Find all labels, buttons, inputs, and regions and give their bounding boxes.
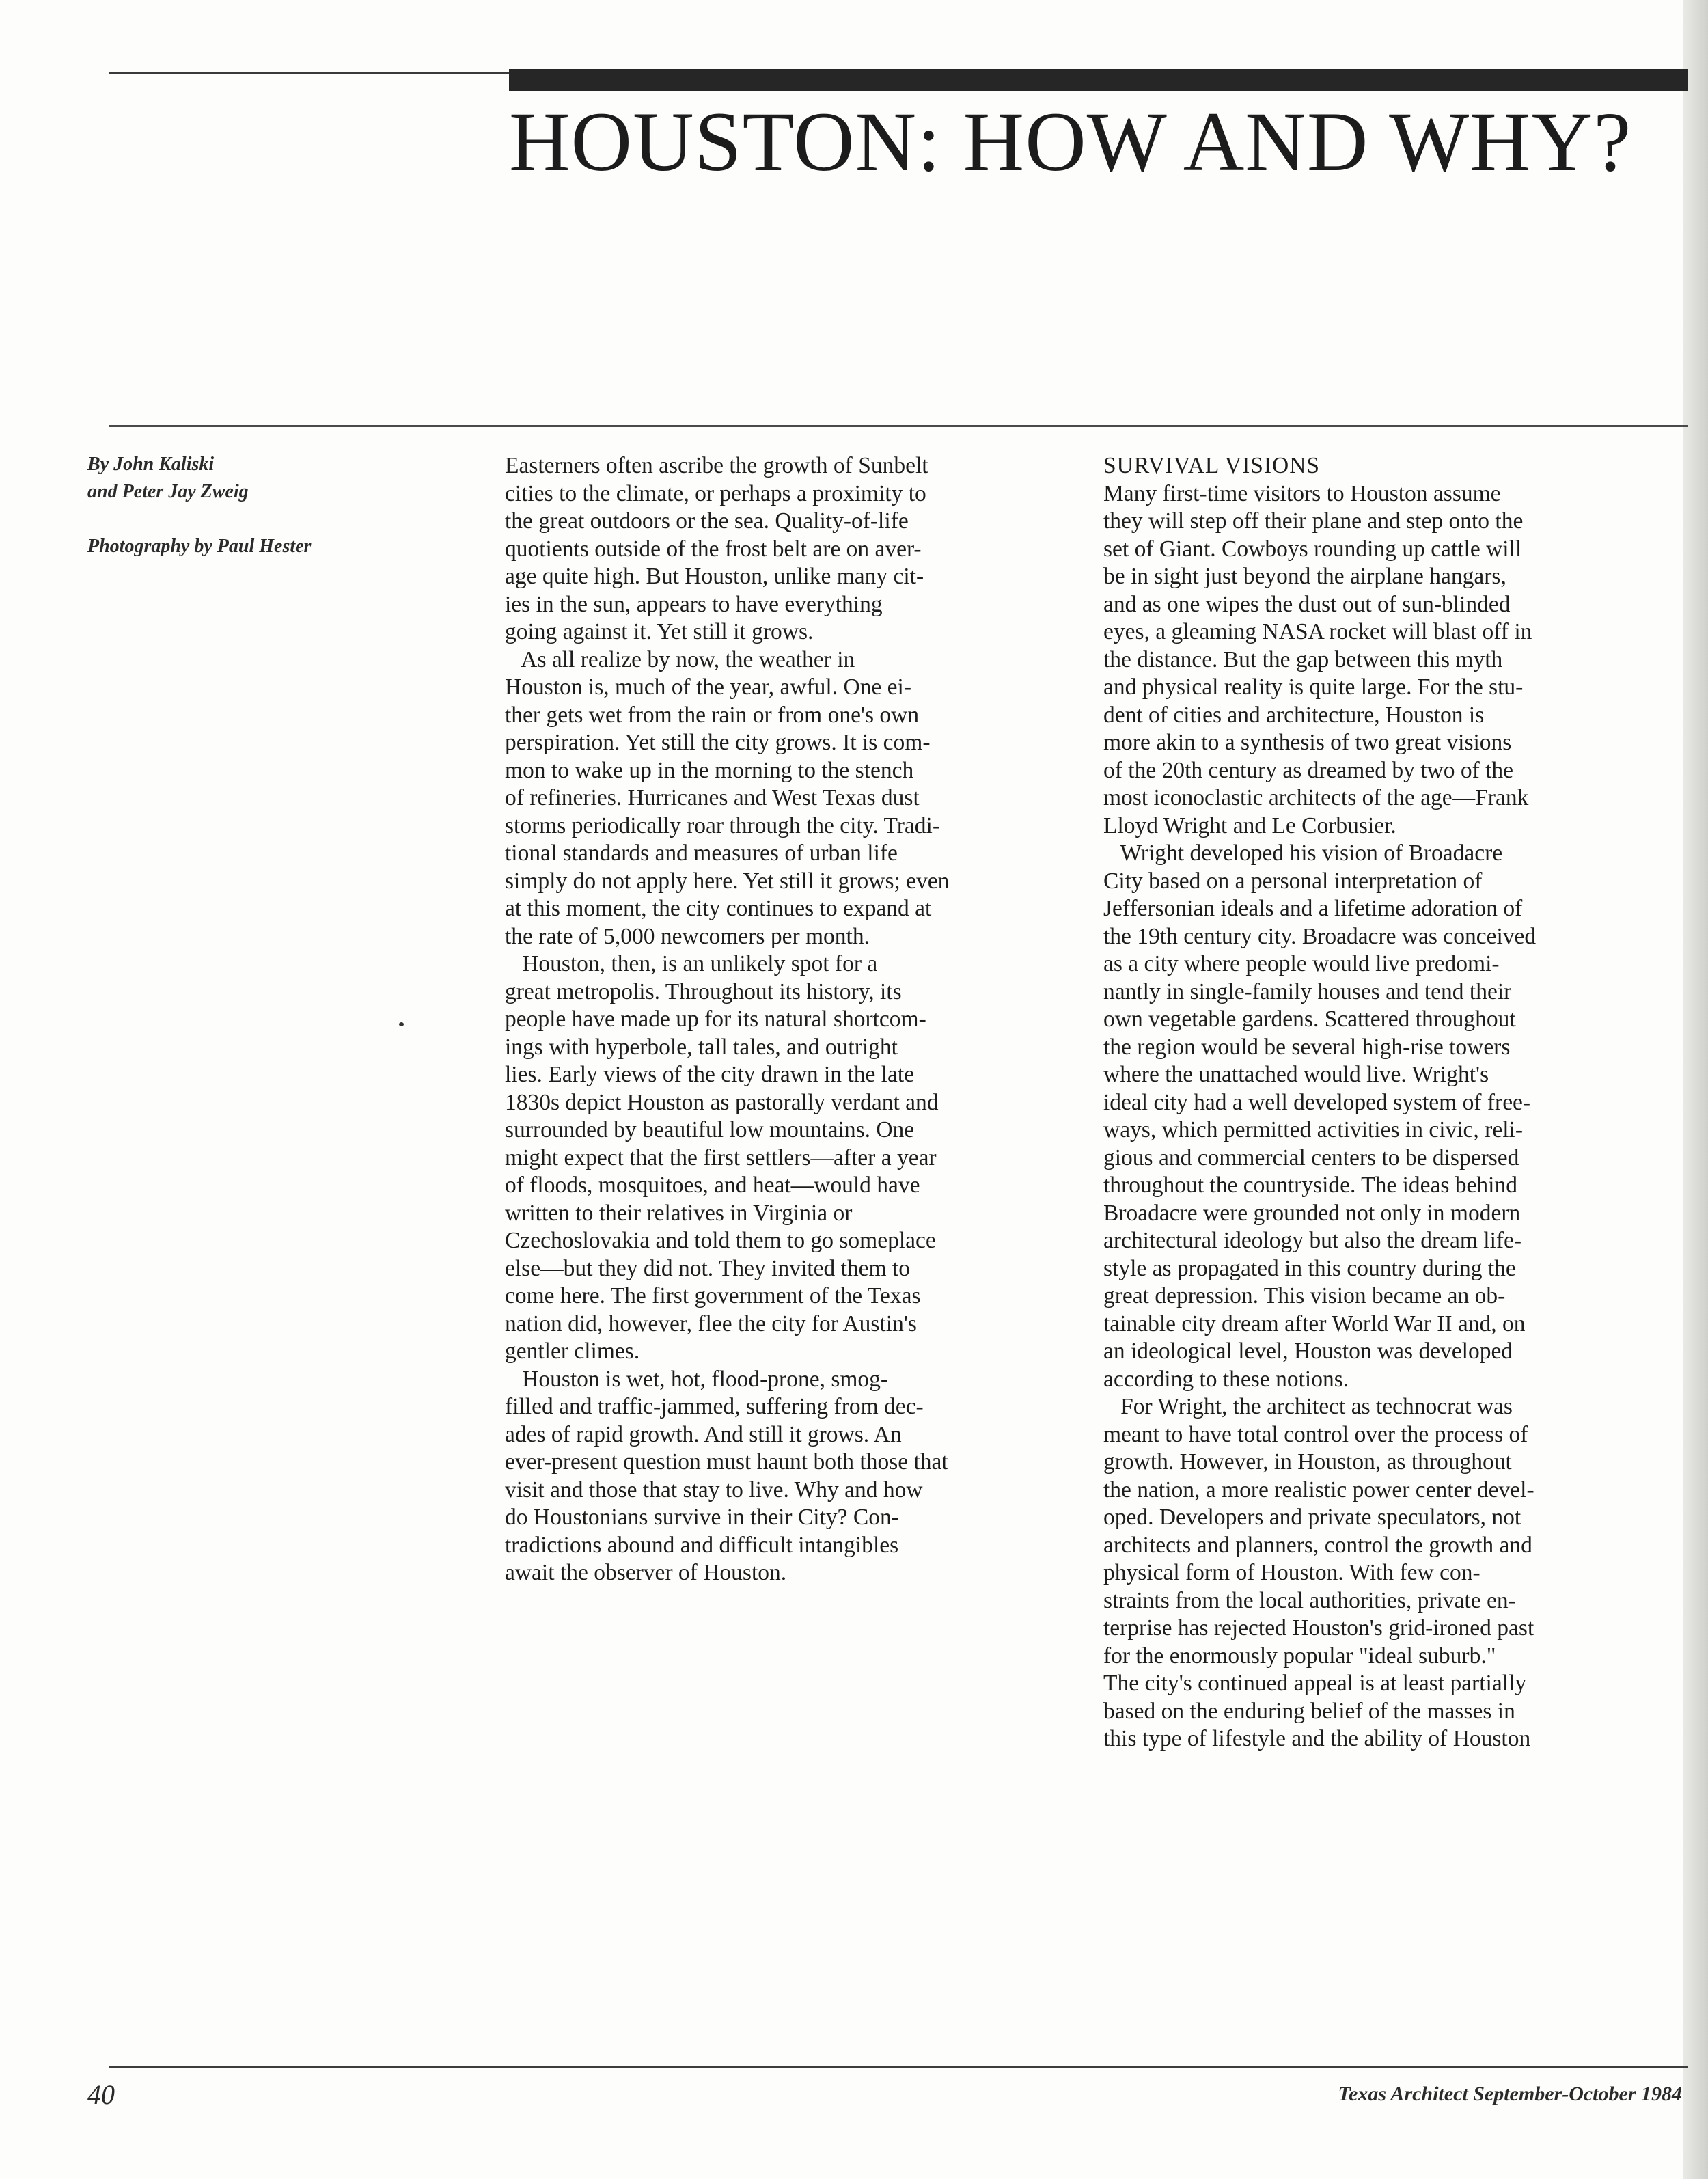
body-text-line: Houston is wet, hot, flood-prone, smog-: [505, 1366, 889, 1392]
body-text-line: the region would be several high-rise towers: [1103, 1034, 1511, 1060]
body-text-line: might expect that the first settlers—after a year: [505, 1145, 937, 1170]
body-text-line: throughout the countryside. The ideas behind: [1103, 1173, 1517, 1198]
body-text-line: lies. Early views of the city drawn in the late: [505, 1062, 915, 1087]
body-text-line: this type of lifestyle and the ability of Houston: [1103, 1726, 1531, 1751]
body-text-line: age quite high. But Houston, unlike many cit-: [505, 564, 924, 589]
body-text-line: ies in the sun, appears to have everything: [505, 591, 883, 617]
body-text-line: storms periodically roar through the city. Tradi-: [505, 812, 941, 838]
header-divider-rule: [109, 425, 1688, 427]
body-text-line: ades of rapid growth. And still it grows. An: [505, 1421, 902, 1447]
body-text-line: Lloyd Wright and Le Corbusier.: [1103, 812, 1396, 838]
body-text-line: The city's continued appeal is at least partially: [1103, 1671, 1527, 1696]
body-text-line: the rate of 5,000 newcomers per month.: [505, 923, 870, 949]
body-text-line: as a city where people would live predomi-: [1103, 951, 1500, 976]
body-text-line: quotients outside of the frost belt are on aver-: [505, 536, 922, 562]
body-column-2-text: [1103, 480, 1684, 1753]
body-text-line: great metropolis. Throughout its history, its: [505, 978, 902, 1004]
body-text-line: await the observer of Houston.: [505, 1560, 787, 1585]
body-text-line: an ideological level, Houston was developed: [1103, 1339, 1513, 1364]
body-text-line: architectural ideology but also the dream life-: [1103, 1228, 1522, 1253]
body-text-line: ever-present question must haunt both those that: [505, 1449, 948, 1475]
body-text-line: of the 20th century as dreamed by two of the: [1103, 757, 1514, 783]
body-text-line: terprise has rejected Houston's grid-ironed past: [1103, 1615, 1534, 1641]
body-column-1: [505, 452, 1072, 1587]
body-text-line: straints from the local authorities, private en-: [1103, 1587, 1516, 1613]
body-text-line: written to their relatives in Virginia or: [505, 1200, 853, 1226]
body-text-line: Wright developed his vision of Broadacre: [1103, 840, 1503, 866]
body-text-line: ways, which permitted activities in civic, reli-: [1103, 1117, 1523, 1142]
body-text-line: City based on a personal interpretation of: [1103, 868, 1483, 894]
body-text-line: do Houstonians survive in their City? Con-: [505, 1505, 899, 1530]
body-text-line: surrounded by beautiful low mountains. One: [505, 1117, 915, 1142]
body-text-line: most iconoclastic architects of the age—Frank: [1103, 785, 1529, 810]
body-text-line: simply do not apply here. Yet still it grows; even: [505, 868, 950, 894]
body-text-line: come here. The first government of the Texas: [505, 1283, 921, 1308]
section-heading: SURVIVAL VISIONS: [1103, 453, 1321, 478]
body-text-line: style as propagated in this country during the: [1103, 1255, 1516, 1281]
author-line-1: By John Kaliski: [87, 454, 215, 475]
body-text-line: Jeffersonian ideals and a lifetime adoration of: [1103, 896, 1523, 921]
body-text-line: the distance. But the gap between this myth: [1103, 646, 1503, 672]
body-text-line: Houston is, much of the year, awful. One ei-: [505, 674, 911, 700]
body-text-line: going against it. Yet still it grows.: [505, 619, 814, 644]
body-text-line: eyes, a gleaming NASA rocket will blast off in: [1103, 619, 1532, 644]
body-text-line: gious and commercial centers to be dispersed: [1103, 1145, 1519, 1170]
photography-credit: Photography by Paul Hester: [87, 536, 312, 557]
body-text-line: ther gets wet from the rain or from one's own: [505, 702, 920, 728]
body-text-line: be in sight just beyond the airplane hangars,: [1103, 564, 1506, 589]
body-text-line: As all realize by now, the weather in: [505, 646, 855, 672]
body-column-2: [1103, 452, 1684, 1753]
body-text-line: nantly in single-family houses and tend their: [1103, 978, 1512, 1004]
body-text-line: mon to wake up in the morning to the stench: [505, 757, 914, 783]
article-title: HOUSTON: HOW AND WHY?: [509, 95, 1632, 189]
body-text-line: for the enormously popular "ideal suburb.": [1103, 1643, 1496, 1669]
body-text-line: nation did, however, flee the city for Austin's: [505, 1311, 917, 1337]
body-text-line: set of Giant. Cowboys rounding up cattle will: [1103, 536, 1522, 562]
body-text-line: oped. Developers and private speculators, not: [1103, 1505, 1521, 1530]
print-speck: [399, 1022, 404, 1026]
body-text-line: ideal city had a well developed system of free-: [1103, 1089, 1531, 1115]
body-text-line: the nation, a more realistic power center devel-: [1103, 1477, 1534, 1503]
body-text-line: tradictions abound and difficult intangibles: [505, 1532, 899, 1558]
body-text-line: perspiration. Yet still the city grows. It is com-: [505, 730, 931, 755]
body-text-line: own vegetable gardens. Scattered throughout: [1103, 1006, 1516, 1032]
footer-rule: [109, 2066, 1688, 2068]
body-text-line: tainable city dream after World War II and, on: [1103, 1311, 1526, 1337]
page-number: 40: [87, 2079, 115, 2110]
publication-line: Texas Architect September-October 1984: [1338, 2083, 1682, 2105]
body-text-line: Czechoslovakia and told them to go someplace: [505, 1228, 936, 1253]
body-text-line: the great outdoors or the sea. Quality-of-life: [505, 508, 909, 534]
body-text-line: tional standards and measures of urban life: [505, 840, 898, 866]
body-text-line: 1830s depict Houston as pastorally verdant and: [505, 1089, 939, 1115]
body-text-line: and physical reality is quite large. For the stu-: [1103, 674, 1524, 700]
top-rule-thin: [109, 72, 512, 74]
body-text-line: according to these notions.: [1103, 1366, 1349, 1392]
body-text-line: growth. However, in Houston, as throughout: [1103, 1449, 1512, 1475]
body-text-line: gentler climes.: [505, 1339, 640, 1364]
body-text-line: Many first-time visitors to Houston assume: [1103, 480, 1501, 506]
body-text-line: more akin to a synthesis of two great visions: [1103, 730, 1512, 755]
body-text-line: where the unattached would live. Wright's: [1103, 1062, 1489, 1087]
body-text-line: based on the enduring belief of the masses in: [1103, 1698, 1515, 1724]
body-text-line: visit and those that stay to live. Why and how: [505, 1477, 923, 1503]
body-text-line: meant to have total control over the process of: [1103, 1421, 1528, 1447]
body-text-line: at this moment, the city continues to expand at: [505, 896, 932, 921]
scan-page-edge: [1683, 0, 1708, 2179]
body-text-line: and as one wipes the dust out of sun-blinded: [1103, 591, 1511, 617]
body-text-line: people have made up for its natural shortcom-: [505, 1006, 926, 1032]
body-text-line: filled and traffic-jammed, suffering from dec-: [505, 1394, 924, 1419]
body-text-line: they will step off their plane and step onto the: [1103, 508, 1524, 534]
author-line-2: and Peter Jay Zweig: [87, 481, 249, 502]
top-rule-thick: [509, 69, 1688, 91]
body-text-line: of refineries. Hurricanes and West Texas dust: [505, 785, 920, 810]
body-text-line: Easterners often ascribe the growth of Sunbelt: [505, 453, 928, 478]
body-text-line: the 19th century city. Broadacre was conceived: [1103, 923, 1537, 949]
body-text-line: of floods, mosquitoes, and heat—would have: [505, 1173, 920, 1198]
body-text-line: For Wright, the architect as technocrat was: [1103, 1394, 1513, 1419]
body-text-line: else—but they did not. They invited them to: [505, 1255, 910, 1281]
byline: [87, 451, 409, 560]
body-text-line: great depression. This vision became an ob-: [1103, 1283, 1506, 1308]
body-text-line: Houston, then, is an unlikely spot for a: [505, 951, 878, 976]
body-text-line: physical form of Houston. With few con-: [1103, 1560, 1480, 1585]
body-text-line: cities to the climate, or perhaps a proximity to: [505, 480, 926, 506]
body-text-line: dent of cities and architecture, Houston is: [1103, 702, 1485, 728]
body-text-line: Broadacre were grounded not only in modern: [1103, 1200, 1521, 1226]
body-text-line: ings with hyperbole, tall tales, and outright: [505, 1034, 898, 1060]
body-text-line: architects and planners, control the growth and: [1103, 1532, 1532, 1558]
